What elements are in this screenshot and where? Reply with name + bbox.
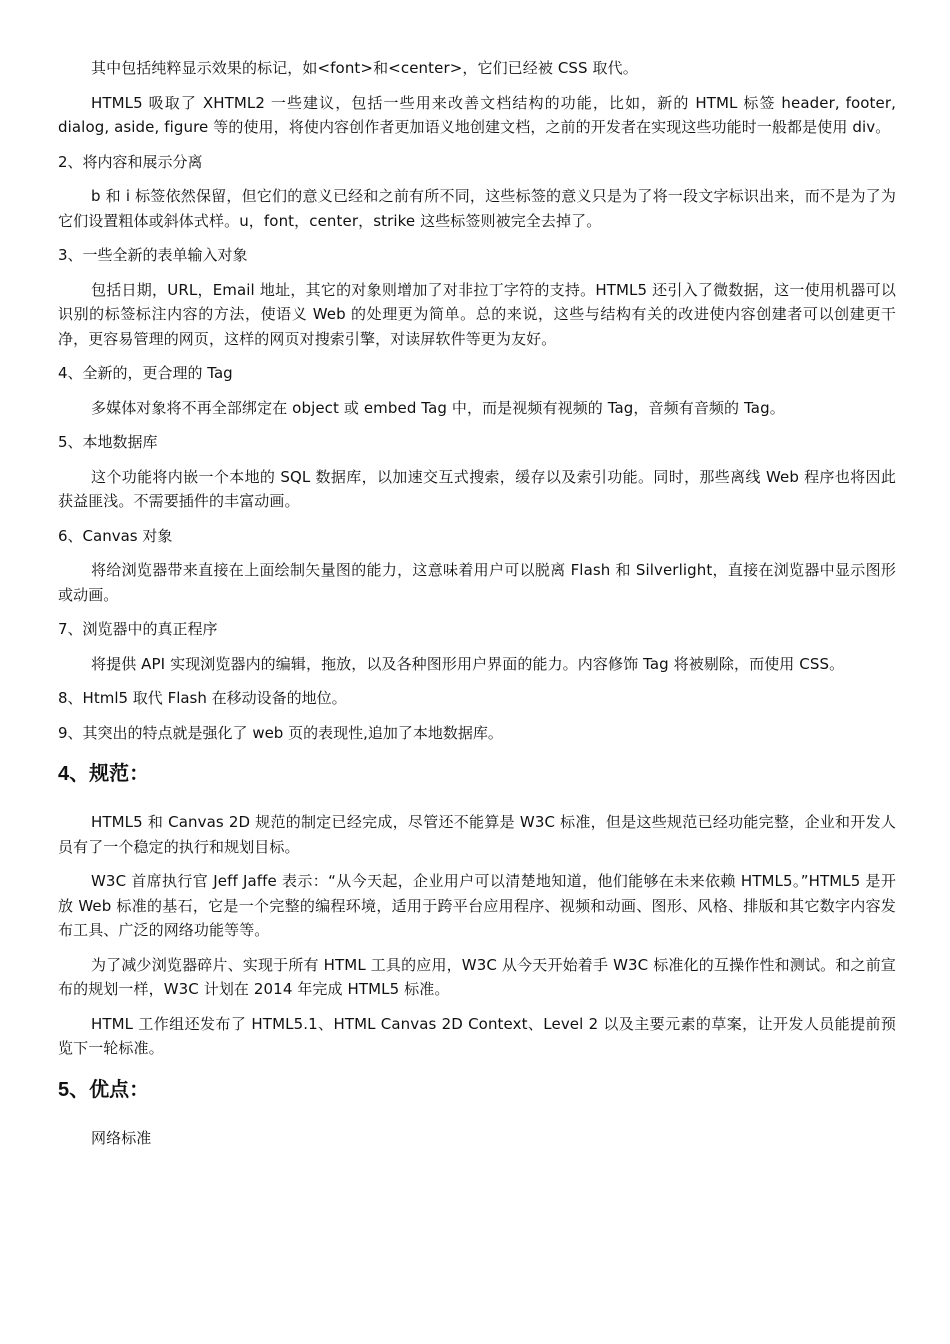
paragraph-spec-3: 为了减少浏览器碎片、实现于所有 HTML 工具的应用，W3C 从今天开始着手 W3C 标准化的互操作性和测试。和之前宣布的规划一样，W3C 计划在 2014 年完成 HTML5 标准。 — [58, 955, 896, 998]
list-item-2: 2、将内容和展示分离 — [58, 152, 203, 171]
paragraph-spec-1: HTML5 和 Canvas 2D 规范的制定已经完成，尽管还不能算是 W3C 标准，但是这些规范已经功能完整，企业和开发人员有了一个稳定的执行和规划目标。 — [58, 813, 896, 856]
list-item-9: 9、其突出的特点就是强化了 web 页的表现性,追加了本地数据库。 — [58, 723, 503, 742]
paragraph-spec-2: W3C 首席执行官 Jeff Jaffe 表示：“从今天起，企业用户可以清楚地知道，他们能够在未来依赖 HTML5。”HTML5 是开放 Web 标准的基石，它是一个完整的编程环境，适用于跨平台应用程序、视频和动画、图形、风格、排版和其它数字内容发布工具、广泛的网络功能等等。 — [58, 872, 896, 939]
list-item-3: 3、一些全新的表单输入对象 — [58, 246, 248, 264]
section-heading-5 — [58, 1075, 896, 1104]
list-item-5: 5、本地数据库 — [58, 433, 158, 451]
list-item-4: 4、全新的，更合理的 Tag — [58, 364, 233, 382]
paragraph-item-7: 将提供 API 实现浏览器内的编辑，拖放，以及各种图形用户界面的能力。内容修饰 Tag 将被剔除，而使用 CSS。 — [91, 654, 845, 673]
paragraph-item-6: 将给浏览器带来直接在上面绘制矢量图的能力，这意味着用户可以脱离 Flash 和 Silverlight，直接在浏览器中显示图形或动画。 — [58, 561, 896, 604]
list-item-6: 6、Canvas 对象 — [58, 526, 173, 545]
paragraph-item-4: 多媒体对象将不再全部绑定在 object 或 embed Tag 中，而是视频有视频的 Tag，音频有音频的 Tag。 — [91, 398, 785, 417]
paragraph-spec-4: HTML 工作组还发布了 HTML5.1、HTML Canvas 2D Context、Level 2 以及主要元素的草案，让开发人员能提前预览下一轮标准。 — [58, 1014, 896, 1057]
section-title: 、规范： — [69, 761, 150, 785]
section-heading-4 — [58, 759, 896, 788]
paragraph-xhtml2: HTML5 吸取了 XHTML2 一些建议，包括一些用来改善文档结构的功能，比如，新的 HTML 标签 header, footer, dialog, aside, figure 等的使用，将使内容创作者更加语义地创建文档，之前的开发者在实现这些功能时一般都是使用 div。 — [58, 93, 896, 136]
document-page — [58, 56, 896, 1160]
section-number: 4 — [58, 763, 70, 785]
list-item-7: 7、浏览器中的真正程序 — [58, 620, 218, 638]
section-title: 、优点： — [69, 1076, 150, 1101]
paragraph-advantages: 网络标准 — [91, 1128, 152, 1147]
paragraph-intro-tags: 其中包括纯粹显示效果的标记，如<font>和<center>，它们已经被 CSS 取代。 — [91, 59, 638, 77]
paragraph-item-3: 包括日期，URL，Email 地址，其它的对象则增加了对非拉丁字符的支持。HTML5 还引入了微数据，这一使用机器可以识别的标签标注内容的方法，使语义 Web 的处理更为简单。总的来说，这些与结构有关的改进使内容创建者可以创建更干净，更容易管理的网页，这样的网页对搜索引擎，对读屏软件等更为友好。 — [58, 280, 896, 348]
paragraph-item-5: 这个功能将内嵌一个本地的 SQL 数据库，以加速交互式搜索，缓存以及索引功能。同时，那些离线 Web 程序也将因此获益匪浅。不需要插件的丰富动画。 — [58, 467, 896, 510]
list-item-8: 8、Html5 取代 Flash 在移动设备的地位。 — [58, 689, 347, 707]
paragraph-item-2: b 和 i 标签依然保留，但它们的意义已经和之前有所不同，这些标签的意义只是为了将一段文字标识出来，而不是为了为它们设置粗体或斜体式样。u，font，center，strike 这些标签则被完全去掉了。 — [58, 187, 896, 230]
section-number: 5 — [58, 1078, 70, 1101]
